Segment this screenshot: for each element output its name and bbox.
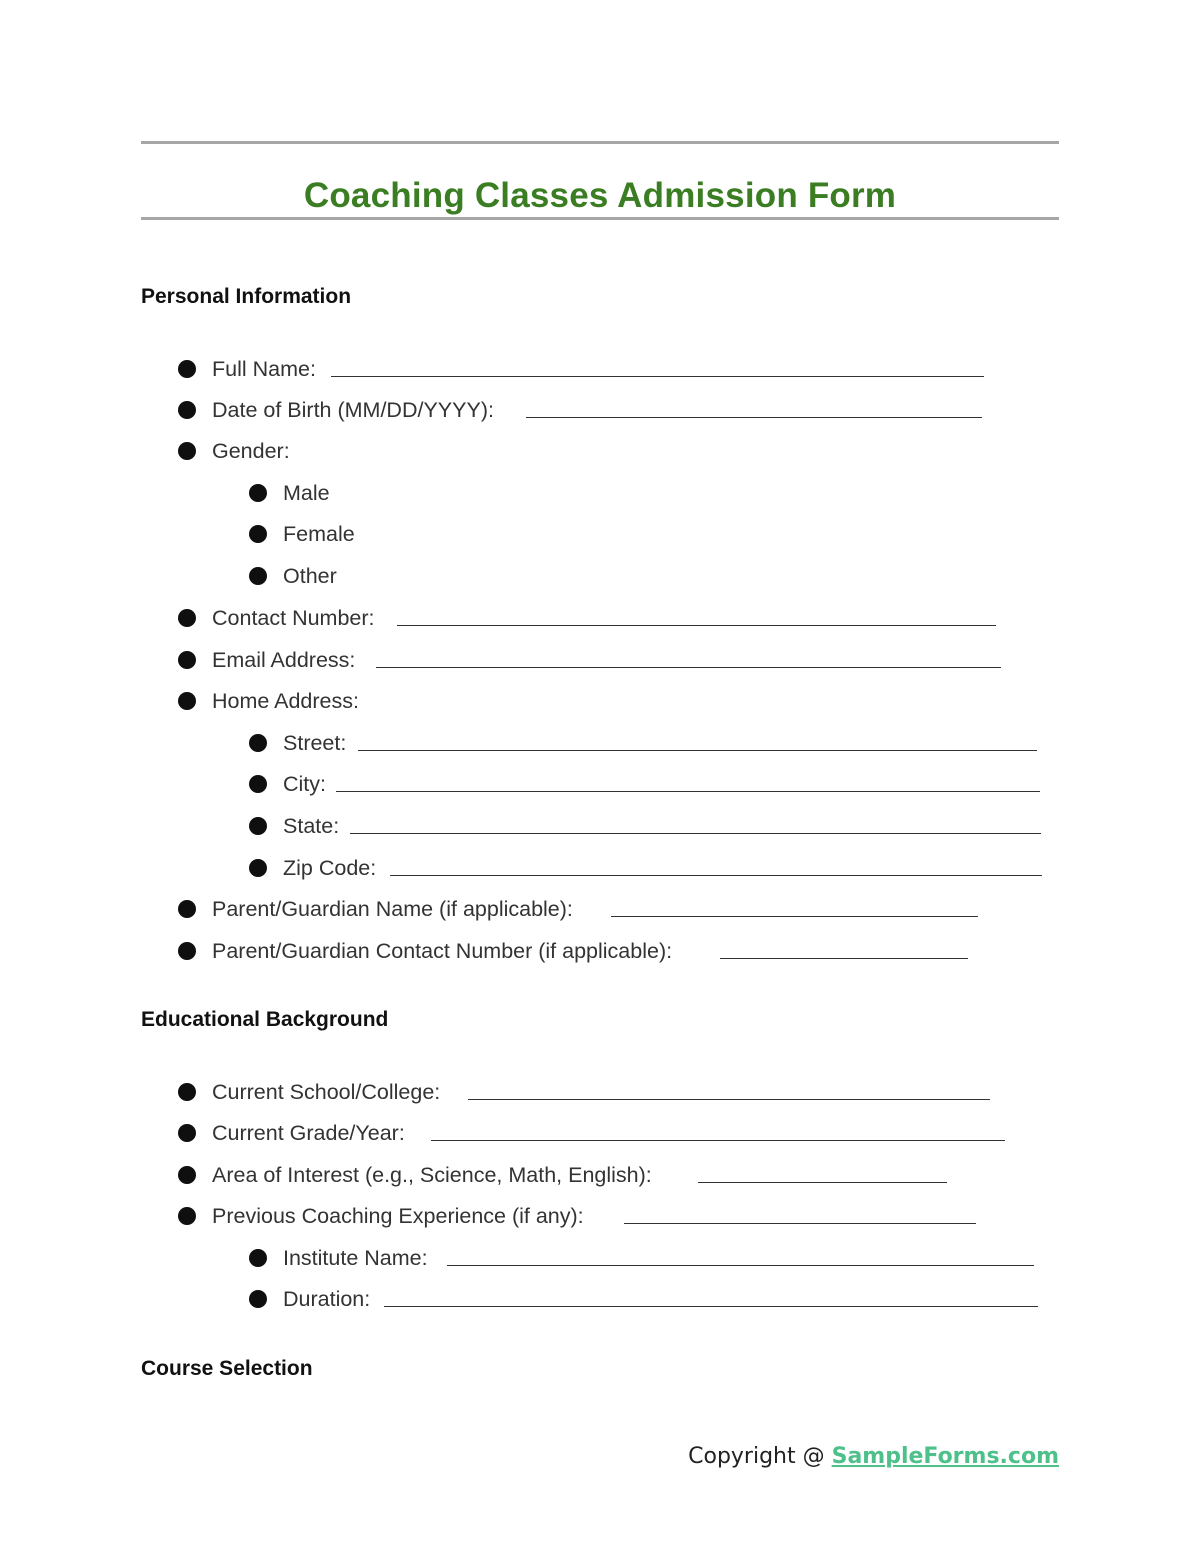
field-label-guardian-contact: Parent/Guardian Contact Number (if applicable): <box>212 939 673 963</box>
copyright-notice <box>688 1444 1059 1469</box>
field-label-gender: Gender: <box>212 439 290 463</box>
bullet-icon <box>249 1249 267 1267</box>
interest-field[interactable] <box>698 1182 947 1183</box>
email-field[interactable] <box>376 667 1001 668</box>
section-heading-education: Educational Background <box>141 1008 389 1031</box>
bullet-icon <box>178 609 196 627</box>
zip-code-field[interactable] <box>390 875 1042 876</box>
bullet-icon <box>249 525 267 543</box>
full-name-field[interactable] <box>331 376 984 377</box>
bullet-icon <box>178 692 196 710</box>
bullet-icon <box>249 817 267 835</box>
field-label-email: Email Address: <box>212 648 356 672</box>
field-label-state: State: <box>283 814 340 838</box>
dob-field[interactable] <box>526 417 982 418</box>
previous-coaching-field[interactable] <box>624 1223 976 1224</box>
bullet-icon <box>249 484 267 502</box>
option-label-other: Other <box>283 564 337 588</box>
duration-field[interactable] <box>384 1306 1038 1307</box>
bullet-icon <box>178 401 196 419</box>
street-field[interactable] <box>358 750 1037 751</box>
bullet-icon <box>178 1083 196 1101</box>
field-label-institute: Institute Name: <box>283 1246 428 1270</box>
bullet-icon <box>249 734 267 752</box>
section-heading-course: Course Selection <box>141 1357 313 1380</box>
bullet-icon <box>249 775 267 793</box>
field-label-grade: Current Grade/Year: <box>212 1121 405 1145</box>
field-label-dob: Date of Birth (MM/DD/YYYY): <box>212 398 494 422</box>
bullet-icon <box>178 900 196 918</box>
field-label-street: Street: <box>283 731 347 755</box>
guardian-contact-field[interactable] <box>720 958 968 959</box>
bullet-icon <box>249 567 267 585</box>
sampleforms-link[interactable]: SampleForms.com <box>831 1444 1059 1469</box>
bullet-icon <box>178 1166 196 1184</box>
option-label-male: Male <box>283 481 330 505</box>
option-label-female: Female <box>283 522 355 546</box>
bullet-icon <box>178 442 196 460</box>
city-field[interactable] <box>336 791 1040 792</box>
title-top-rule <box>141 141 1059 144</box>
institute-name-field[interactable] <box>447 1265 1034 1266</box>
bullet-icon <box>249 1290 267 1308</box>
bullet-icon <box>178 360 196 378</box>
field-label-home-address: Home Address: <box>212 689 359 713</box>
field-label-city: City: <box>283 772 326 796</box>
field-label-interest: Area of Interest (e.g., Science, Math, English): <box>212 1163 652 1187</box>
field-label-duration: Duration: <box>283 1287 371 1311</box>
state-field[interactable] <box>350 833 1041 834</box>
title-bottom-rule <box>141 217 1059 220</box>
contact-number-field[interactable] <box>397 625 996 626</box>
bullet-icon <box>178 651 196 669</box>
bullet-icon <box>178 1207 196 1225</box>
copyright-text: Copyright @ <box>688 1444 832 1469</box>
field-label-zip: Zip Code: <box>283 856 377 880</box>
school-field[interactable] <box>468 1099 990 1100</box>
grade-field[interactable] <box>431 1140 1005 1141</box>
section-heading-personal: Personal Information <box>141 285 352 308</box>
bullet-icon <box>178 942 196 960</box>
form-title: Coaching Classes Admission Form <box>303 176 897 215</box>
field-label-guardian-name: Parent/Guardian Name (if applicable): <box>212 897 573 921</box>
bullet-icon <box>178 1124 196 1142</box>
field-label-school: Current School/College: <box>212 1080 441 1104</box>
field-label-previous-coaching: Previous Coaching Experience (if any): <box>212 1204 584 1228</box>
field-label-contact: Contact Number: <box>212 606 375 630</box>
guardian-name-field[interactable] <box>611 916 978 917</box>
bullet-icon <box>249 859 267 877</box>
field-label-full-name: Full Name: <box>212 357 316 381</box>
